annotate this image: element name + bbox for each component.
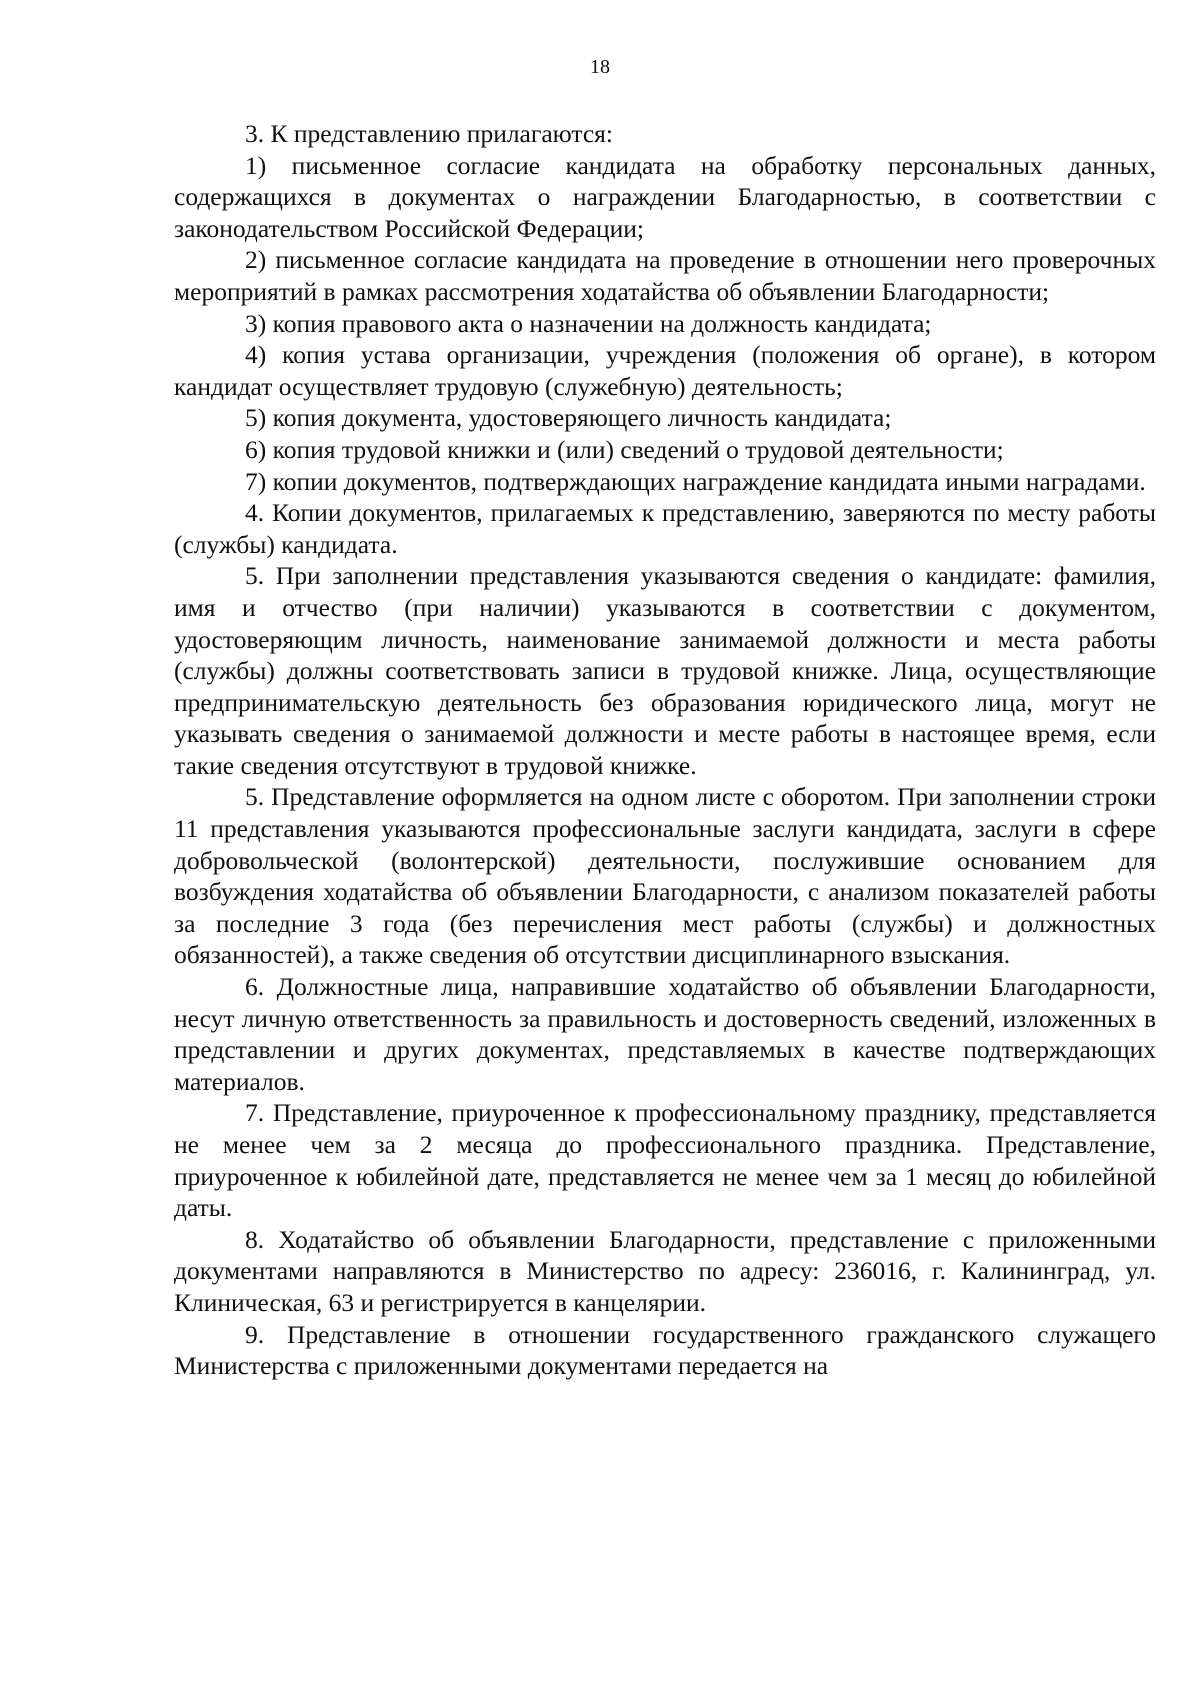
- paragraph-item-7: 7. Представление, приуроченное к профессиональному празднику, представляется не менее чем за 2 месяца до профессионального праздника. Представление, приуроченное к юбилейной дате, представляется не менее чем за 1 месяц до юбилейной даты.: [174, 1098, 1156, 1223]
- paragraph-item-3-4: 4) копия устава организации, учреждения (положения об органе), в котором кандидат осуществляет трудовую (служебную) деятельность;: [174, 340, 1156, 401]
- paragraph-item-4: 4. Копии документов, прилагаемых к представлению, заверяются по месту работы (службы) кандидата.: [174, 498, 1156, 559]
- paragraph-item-3-6: 6) копия трудовой книжки и (или) сведений о трудовой деятельности;: [245, 434, 1004, 464]
- page-number: 18: [590, 56, 610, 78]
- paragraph-item-3-3: 3) копия правового акта о назначении на должность кандидата;: [245, 308, 932, 338]
- paragraph-item-3-7: 7) копии документов, подтверждающих награждение кандидата иными наградами.: [245, 466, 1146, 496]
- paragraph-item-9: 9. Представление в отношении государственного гражданского служащего Министерства с приложенными документами передается на: [174, 1319, 1156, 1381]
- paragraph-item-3-1: 1) письменное согласие кандидата на обработку персональных данных, содержащихся в документах о награждении Благодарностью, в соответствии с законодательством Российской Федерации;: [174, 150, 1156, 243]
- paragraph-item-3-5: 5) копия документа, удостоверяющего личность кандидата;: [245, 403, 892, 433]
- paragraph-item-3-2: 2) письменное согласие кандидата на проведение в отношении него проверочных мероприятий в рамках рассмотрения ходатайства об объявлении Благодарности;: [174, 245, 1156, 306]
- paragraph-item-5-format: 5. Представление оформляется на одном листе с оборотом. При заполнении строки 11 представления указываются профессиональные заслуги кандидата, заслуги в сфере добровольческой (волонтерской) деятельности, послужившие основанием для возбуждения ходатайства об объявлении Благодарности, с анализом показателей работы за последние 3 года (без перечисления мест работы (службы) и должностных обязанностей), а также сведения об отсутствии дисциплинарного взыскания.: [174, 782, 1156, 970]
- paragraph-item-5-fill: 5. При заполнении представления указываются сведения о кандидате: фамилия, имя и отчество (при наличии) указываются в соответствии с документом, удостоверяющим личность, наименование занимаемой должности и места работы (службы) должны соответствовать записи в трудовой книжке. Лица, осуществляющие предпринимательскую деятельность без образования юридического лица, могут не указывать сведения о занимаемой должности и месте работы в настоящее время, если такие сведения отсутствуют в трудовой книжке.: [174, 561, 1156, 780]
- paragraph-item-8: 8. Ходатайство об объявлении Благодарности, представление с приложенными документами направляются в Министерство по адресу: 236016, г. Калининград, ул. Клиническая, 63 и регистрируется в канцелярии.: [174, 1224, 1156, 1317]
- paragraph-item-3-heading: 3. К представлению прилагаются:: [245, 119, 613, 148]
- document-body: [174, 118, 1156, 1382]
- paragraph-item-6: 6. Должностные лица, направившие ходатайство об объявлении Благодарности, несут личную ответственность за правильность и достоверность сведений, изложенных в представлении и других документах, представляемых в качестве подтверждающих материалов.: [174, 972, 1156, 1096]
